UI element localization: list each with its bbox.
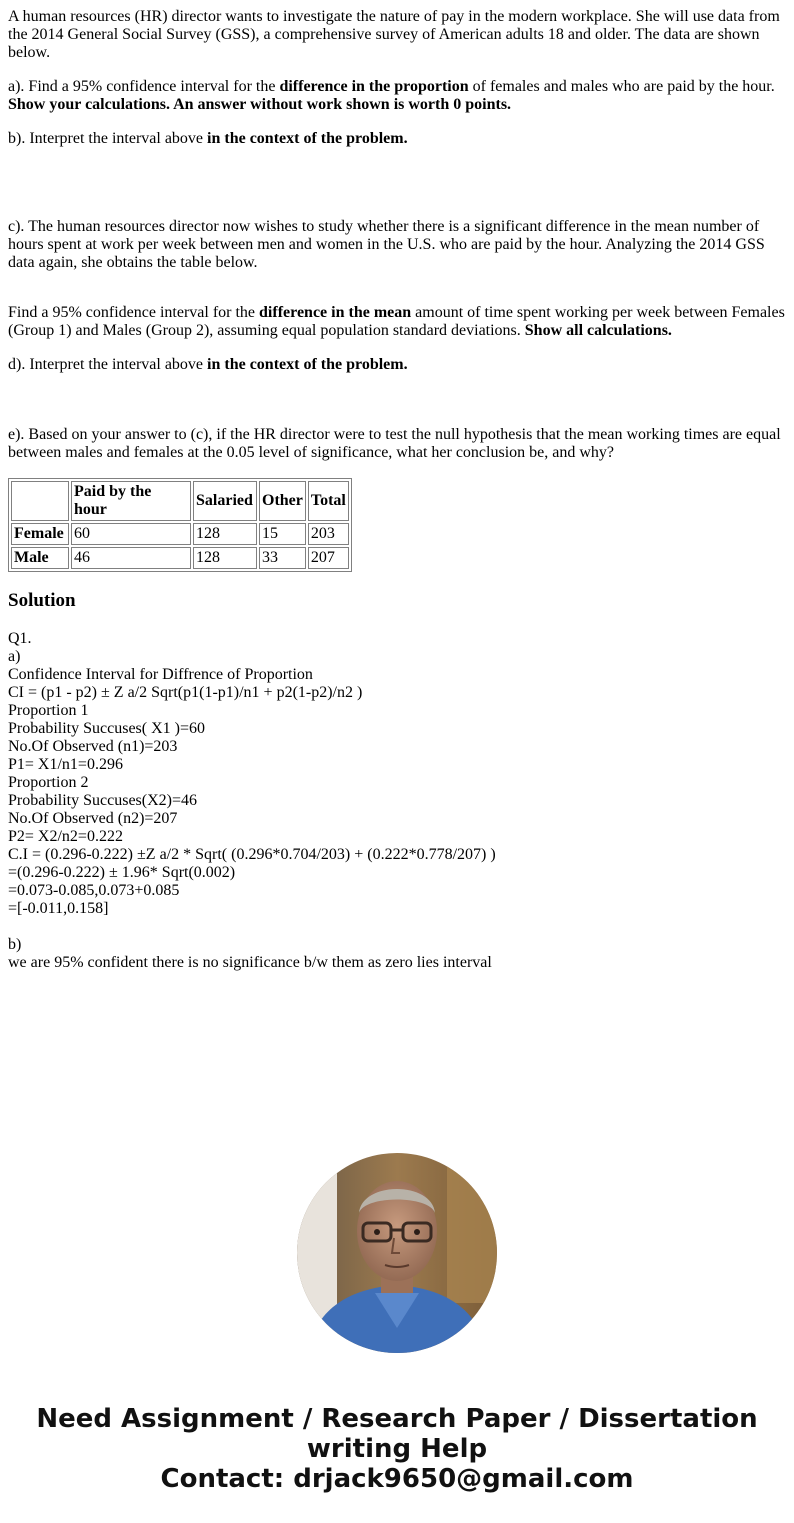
table-cell: 128 [193,523,257,545]
solution-part-b [8,936,788,972]
solution-line: b) [8,936,22,953]
table-header-cell: Other [259,481,306,521]
solution-line: Probability Succuses( X1 )=60 [8,720,205,737]
document-body [8,8,788,972]
footer-line: Need Assignment / Research Paper / Dissertation [36,1404,758,1434]
table-cell: 207 [308,547,349,569]
question-c2-emphasis: difference in the mean [259,304,412,321]
table-row-label: Female [11,523,69,545]
footer-contact: Contact: drjack9650@gmail.com [160,1464,634,1494]
table-row-label: Male [11,547,69,569]
table-header-cell: Total [308,481,349,521]
solution-line: C.I = (0.296-0.222) ±Z a/2 * Sqrt( (0.296*0.704/203) + (0.222*0.778/207) ) [8,846,496,863]
solution-line: we are 95% confident there is no significance b/w them as zero lies interval [8,954,492,971]
footer-line: writing Help [306,1434,488,1464]
footer-banner [0,1404,794,1494]
intro-paragraph: A human resources (HR) director wants to investigate the nature of pay in the modern workplace. She will use data from the 2014 General Social Survey (GSS), a comprehensive survey of American adults 18 and older. The data are shown below. [8,8,780,61]
solution-line: P2= X2/n2=0.222 [8,828,123,845]
question-a [8,78,788,114]
question-b-emphasis: in the context of the problem. [207,130,408,147]
solution-line: P1= X1/n1=0.296 [8,756,123,773]
table-header-cell: Paid by the hour [71,481,191,521]
solution-line: CI = (p1 - p2) ± Z a/2 Sqrt(p1(1-p1)/n1 + p2(1-p2)/n2 ) [8,684,363,701]
question-c2-text: Find a 95% confidence interval for the [8,304,260,321]
question-c2-instruction: Show all calculations. [524,322,672,339]
solution-line: Proportion 1 [8,702,89,719]
table-cell: 60 [71,523,191,545]
question-e: e). Based on your answer to (c), if the HR director were to test the null hypothesis that the mean working times are equal between males and females at the 0.05 level of significance, what her conclusion be, and why? [8,426,781,461]
solution-line: =(0.296-0.222) ± 1.96* Sqrt(0.002) [8,864,236,881]
gss-pay-table [8,478,352,572]
table-row [11,523,349,545]
question-d-emphasis: in the context of the problem. [207,356,408,373]
table-cell: 15 [259,523,306,545]
question-d [8,356,788,374]
solution-line: =0.073-0.085,0.073+0.085 [8,882,180,899]
author-portrait-image [297,1153,497,1353]
table-header-cell [11,481,69,521]
table-header-row [11,481,349,521]
question-a-instruction: Show your calculations. An answer without work shown is worth 0 points. [8,96,512,113]
solution-line: No.Of Observed (n2)=207 [8,810,178,827]
author-avatar [297,1153,497,1353]
question-a-text: a). Find a 95% confidence interval for the [8,78,280,95]
question-c: c). The human resources director now wishes to study whether there is a significant difference in the mean number of hours spent at work per week between men and women in the U.S. who are paid by the hour. Analyzing the 2014 GSS data again, she obtains the table below. [8,218,765,271]
solution-line: =[-0.011,0.158] [8,900,109,917]
question-b-text: b). Interpret the interval above [8,130,208,147]
solution-heading: Solution [8,590,76,611]
question-b [8,130,788,148]
table-cell: 33 [259,547,306,569]
table-cell: 46 [71,547,191,569]
solution-line: Confidence Interval for Diffrence of Proportion [8,666,313,683]
question-a-text-2: of females and males who are paid by the hour. [468,78,775,95]
solution-line: Probability Succuses(X2)=46 [8,792,197,809]
table-header-cell: Salaried [193,481,257,521]
solution-part-a [8,630,788,918]
table-row [11,547,349,569]
solution-line: Q1. [8,630,32,647]
question-d-text: d). Interpret the interval above [8,356,208,373]
question-c2-text-2: amount of time spent working per week between Females (Group 1) and Males (Group 2), assuming equal population standard deviations. [8,304,785,339]
table-cell: 128 [193,547,257,569]
question-c-part2 [8,304,788,340]
solution-line: Proportion 2 [8,774,89,791]
solution-line: No.Of Observed (n1)=203 [8,738,178,755]
question-a-emphasis: difference in the proportion [279,78,469,95]
table-cell: 203 [308,523,349,545]
solution-line: a) [8,648,21,665]
